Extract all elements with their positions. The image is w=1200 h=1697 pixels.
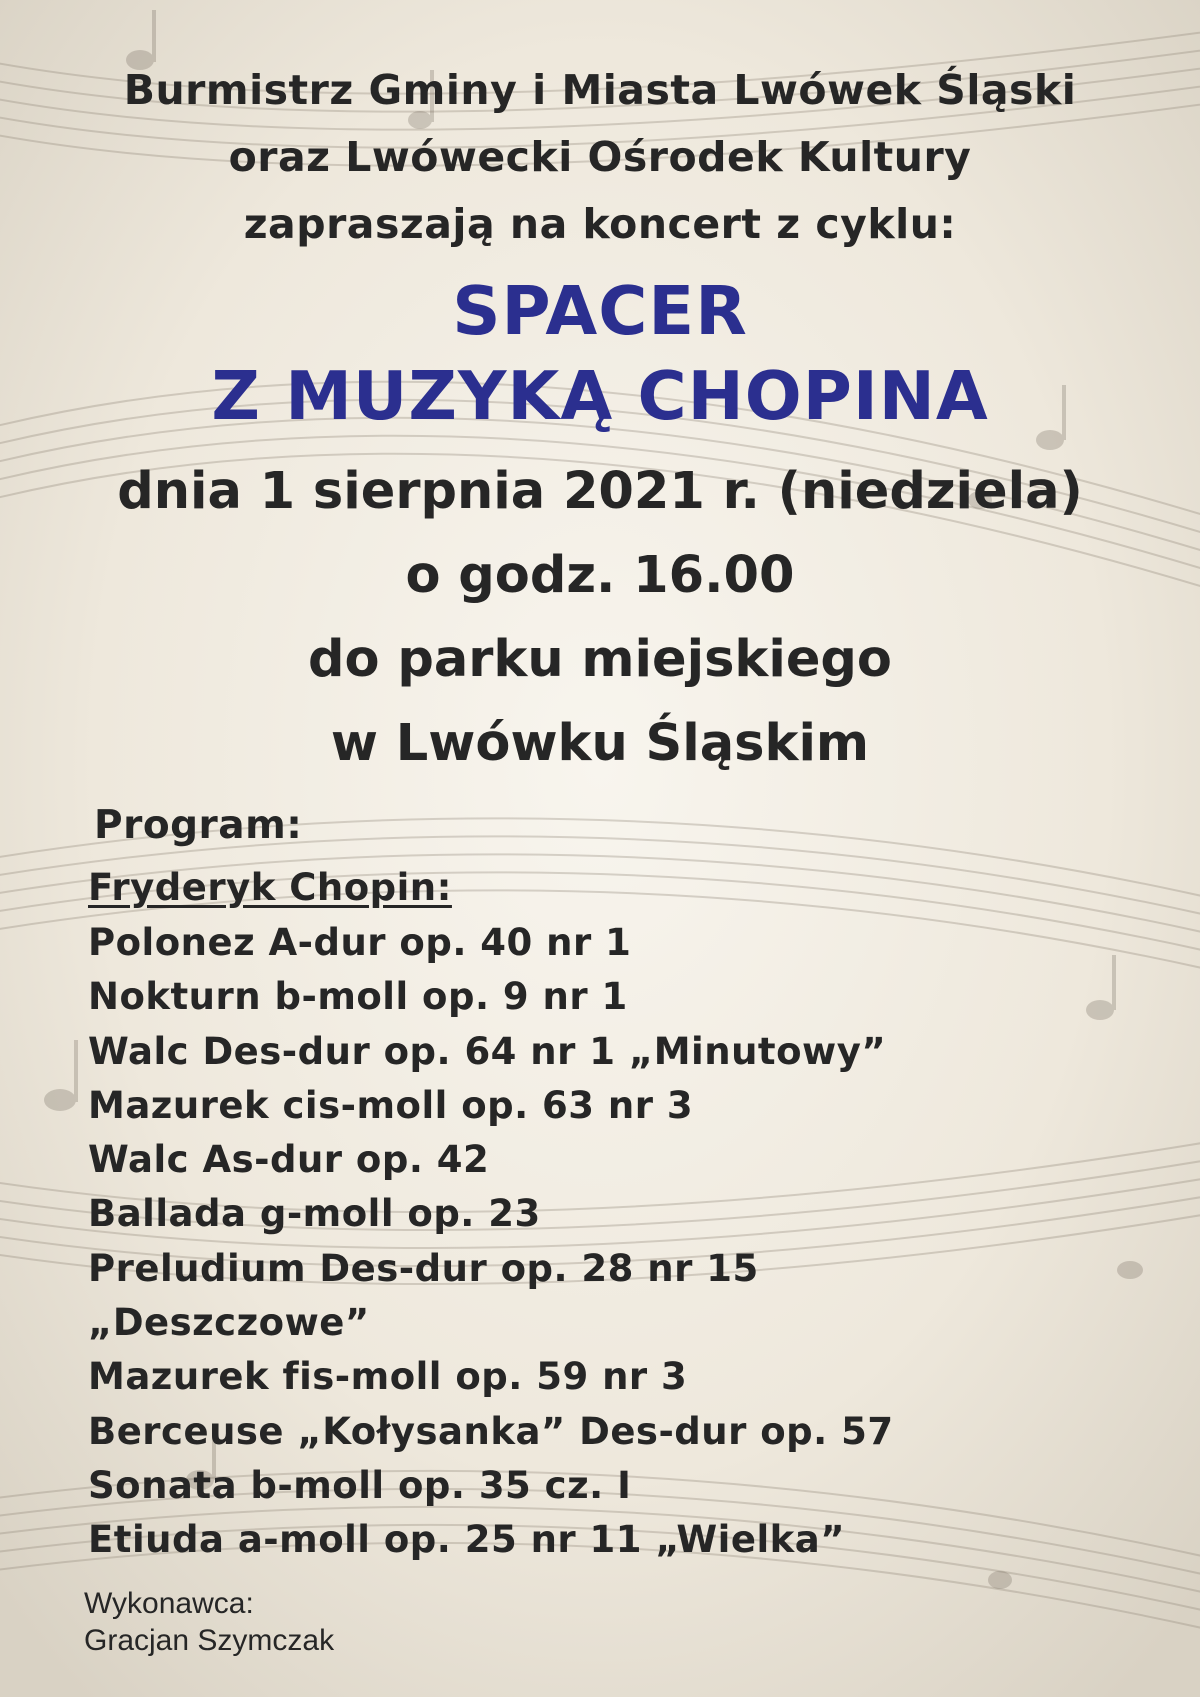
program-item: Nokturn b-moll op. 9 nr 1 xyxy=(88,975,628,1019)
organizer-line-2: oraz Lwówecki Ośrodek Kultury xyxy=(228,133,972,181)
event-time: o godz. 16.00 xyxy=(405,546,795,605)
concert-title-line-1: SPACER xyxy=(452,272,748,350)
program-item: Polonez A-dur op. 40 nr 1 xyxy=(88,921,632,964)
program-item: Walc As-dur op. 42 xyxy=(88,1138,490,1182)
organizer-line-1: Burmistrz Gminy i Miasta Lwówek Śląski xyxy=(123,66,1077,114)
event-place-line-2: w Lwówku Śląskim xyxy=(330,714,870,773)
composer-name: Fryderyk Chopin: xyxy=(88,866,452,909)
program-item: Mazurek fis-moll op. 59 nr 3 xyxy=(88,1355,688,1399)
event-place-line-1: do parku miejskiego xyxy=(308,630,892,689)
program-item: „Deszczowe” xyxy=(88,1301,370,1345)
program-heading: Program: xyxy=(94,803,303,848)
program-list xyxy=(88,916,894,1568)
performer-label: Wykonawca: xyxy=(84,1587,254,1620)
program-item: Preludium Des-dur op. 28 nr 15 xyxy=(88,1246,759,1290)
event-date: dnia 1 sierpnia 2021 r. (niedziela) xyxy=(117,462,1083,521)
program-item: Etiuda a-moll op. 25 nr 11 „Wielka” xyxy=(88,1518,846,1562)
invitation-line: zapraszają na koncert z cyklu: xyxy=(243,200,957,248)
performer-name: Gracjan Szymczak xyxy=(84,1624,335,1657)
concert-title-line-2: Z MUZYKĄ CHOPINA xyxy=(211,357,989,435)
program-item: Walc Des-dur op. 64 nr 1 „Minutowy” xyxy=(88,1029,887,1073)
program-item: Mazurek cis-moll op. 63 nr 3 xyxy=(88,1083,694,1127)
program-item: Sonata b-moll op. 35 cz. I xyxy=(88,1463,632,1507)
program-item: Berceuse „Kołysanka” Des-dur op. 57 xyxy=(88,1409,894,1453)
program-item: Ballada g-moll op. 23 xyxy=(88,1192,541,1236)
